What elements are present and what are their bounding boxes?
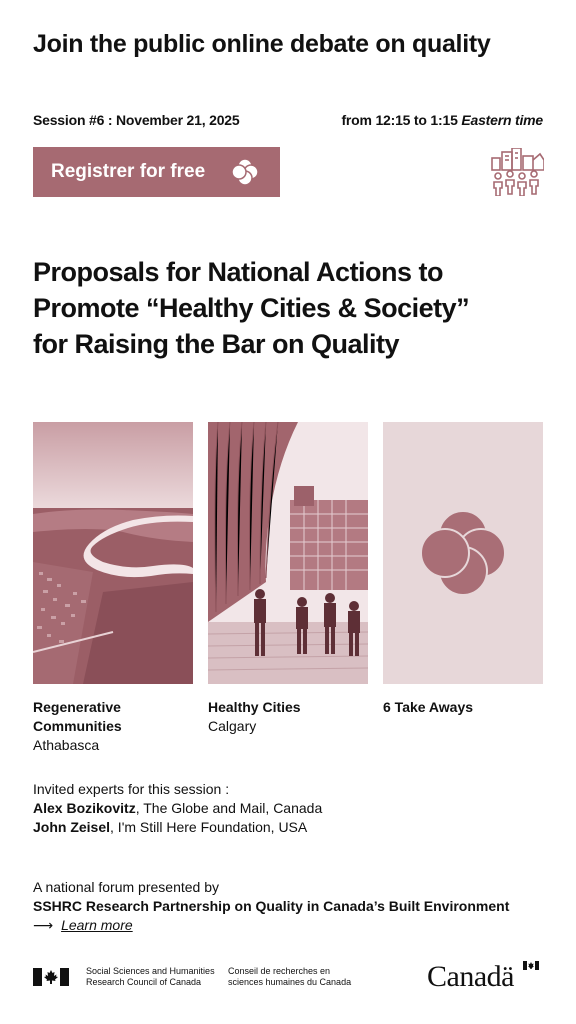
canada-wordmark-flag-icon xyxy=(523,961,539,970)
session-time-range: from 12:15 to 1:15 xyxy=(341,112,462,128)
panel-title-3: 6 Take Aways xyxy=(383,699,474,715)
athabasca-aerial-photo[interactable] xyxy=(33,422,193,684)
expert-affiliation: , I'm Still Here Foundation, USA xyxy=(110,819,308,835)
proposal-line-3: for Raising the Bar on Quality xyxy=(33,329,400,359)
sshrc-en-line-1: Social Sciences and Humanities xyxy=(86,966,215,976)
expert-name: Alex Bozikovitz xyxy=(33,800,136,816)
sshrc-fr-line-1: Conseil de recherches en xyxy=(228,966,331,976)
proposal-line-2: Promote “Healthy Cities & Society” xyxy=(33,293,470,323)
expert-affiliation: , The Globe and Mail, Canada xyxy=(135,800,323,816)
footer xyxy=(0,960,576,1000)
page-headline: Join the public online debate on quality xyxy=(33,30,491,58)
arrow-right-icon: ⟶ xyxy=(33,917,54,933)
forum-organization: SSHRC Research Partnership on Quality in Canada’s Built Environment xyxy=(33,898,510,914)
canada-wordmark: Canadä xyxy=(427,960,514,993)
quality-knot-logo-icon xyxy=(230,157,260,187)
panel-subtitle-1: Athabasca xyxy=(33,737,100,753)
sshrc-fr-line-2: sciences humaines du Canada xyxy=(228,977,352,987)
forum-section xyxy=(33,878,509,935)
experts-section xyxy=(33,780,322,837)
learn-more-link[interactable]: Learn more xyxy=(61,917,133,933)
sshrc-name-french xyxy=(228,966,368,988)
calgary-building-photo[interactable] xyxy=(208,422,368,684)
proposal-title xyxy=(33,254,553,362)
quality-knot-logo-icon xyxy=(383,422,543,684)
experts-intro: Invited experts for this session : xyxy=(33,781,230,797)
panel-subtitle-2: Calgary xyxy=(208,718,257,734)
panel-title-1: Regenerative Communities xyxy=(33,699,122,734)
expert-item xyxy=(33,799,322,818)
session-time-zone: Eastern time xyxy=(461,112,543,128)
city-people-icon xyxy=(490,148,544,196)
register-button[interactable] xyxy=(33,147,280,197)
sshrc-name-english xyxy=(86,966,226,988)
panel-caption-2 xyxy=(208,698,368,736)
canada-flag-icon xyxy=(33,968,69,986)
panel-title-2: Healthy Cities xyxy=(208,699,301,715)
proposal-line-1: Proposals for National Actions to xyxy=(33,257,444,287)
sshrc-en-line-2: Research Council of Canada xyxy=(86,977,202,987)
expert-name: John Zeisel xyxy=(33,819,111,835)
forum-intro: A national forum presented by xyxy=(33,879,220,895)
take-aways-panel[interactable] xyxy=(383,422,543,684)
expert-item xyxy=(33,818,322,837)
session-date: Session #6 : November 21, 2025 xyxy=(33,112,240,128)
learn-more-row xyxy=(33,916,509,935)
panel-caption-1 xyxy=(33,698,193,755)
panel-caption-3 xyxy=(383,698,543,717)
session-time xyxy=(341,112,543,128)
register-button-label: Registrer for free xyxy=(51,161,206,182)
